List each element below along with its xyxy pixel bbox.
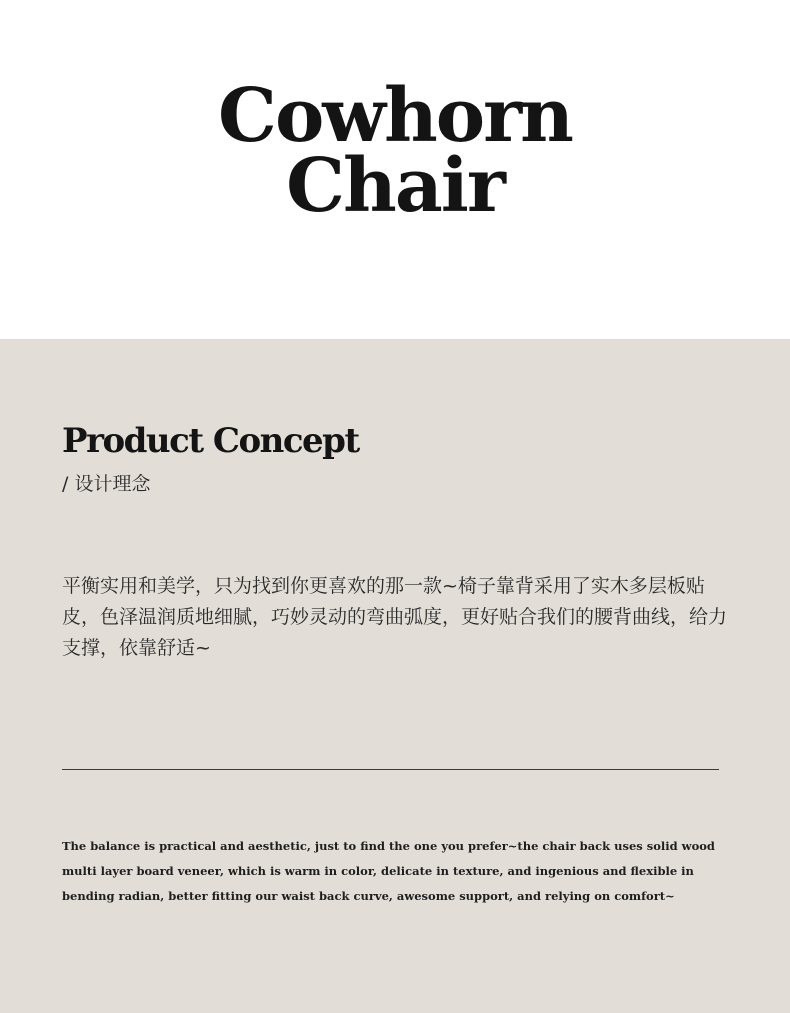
concept-section (0, 339, 790, 1013)
product-title-line-1: Cowhorn (218, 73, 572, 159)
product-title-line-2: Chair (286, 143, 504, 229)
concept-description-chinese: 平衡实用和美学，只为找到你更喜欢的那一款~椅子靠背采用了实木多层板贴皮，色泽温润质地细腻，巧妙灵动的弯曲弧度，更好贴合我们的腰背曲线，给力支撑，依靠舒适~ (62, 575, 728, 659)
hero-section (0, 0, 790, 339)
section-divider (62, 769, 719, 770)
concept-description-english: The balance is practical and aesthetic, just to find the one you prefer~the chair back uses solid wood multi layer board veneer, which is warm in color, delicate in texture, and ingenious and flexible in bending radian, better fitting our waist back curve, awesome support, and relying on comfort~ (62, 839, 715, 903)
concept-heading: Product Concept (62, 421, 359, 461)
concept-subheading: / 设计理念 (62, 473, 151, 495)
